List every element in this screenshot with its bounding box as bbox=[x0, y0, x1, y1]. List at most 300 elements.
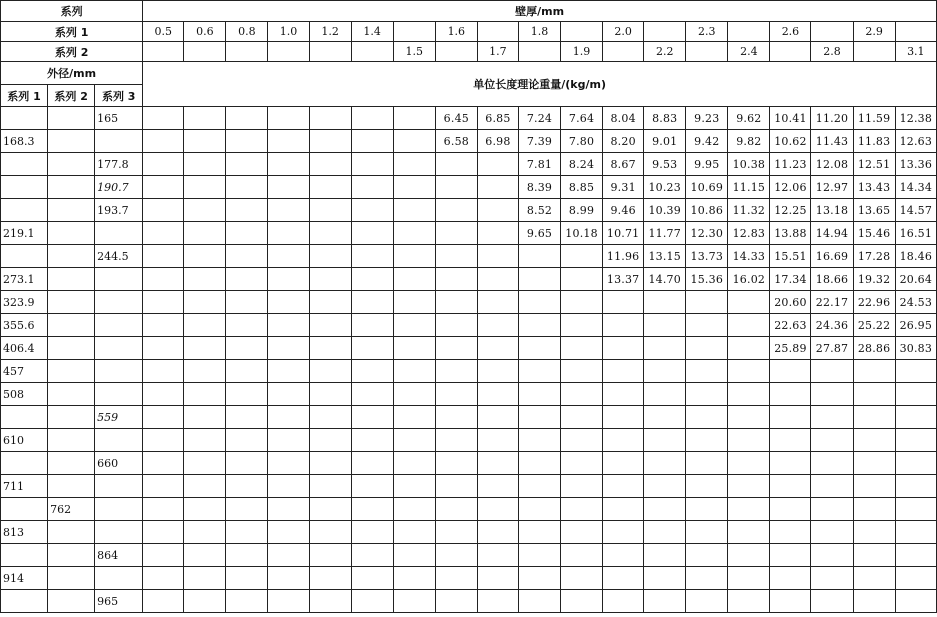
weight-cell bbox=[728, 360, 770, 383]
weight-cell: 14.34 bbox=[895, 176, 936, 199]
weight-cell bbox=[309, 314, 351, 337]
weight-cell: 13.65 bbox=[853, 199, 895, 222]
weight-cell: 10.39 bbox=[644, 199, 686, 222]
weight-cell bbox=[435, 452, 477, 475]
weight-cell: 12.83 bbox=[728, 222, 770, 245]
weight-cell bbox=[226, 107, 268, 130]
weight-cell bbox=[226, 452, 268, 475]
weight-cell: 19.32 bbox=[853, 268, 895, 291]
weight-cell: 24.36 bbox=[811, 314, 853, 337]
series-header: 系列 bbox=[1, 1, 143, 22]
weight-cell: 13.15 bbox=[644, 245, 686, 268]
od-series2-cell bbox=[48, 475, 95, 498]
weight-cell: 7.81 bbox=[518, 153, 560, 176]
weight-cell bbox=[393, 314, 435, 337]
weight-cell bbox=[184, 268, 226, 291]
od-series3-cell bbox=[95, 314, 143, 337]
weight-cell bbox=[770, 360, 811, 383]
weight-cell: 8.24 bbox=[561, 153, 603, 176]
weight-cell bbox=[309, 475, 351, 498]
series2-thickness-cell bbox=[770, 42, 811, 62]
weight-cell bbox=[143, 567, 184, 590]
weight-cell bbox=[268, 337, 309, 360]
weight-cell bbox=[351, 406, 393, 429]
weight-cell bbox=[393, 337, 435, 360]
weight-cell bbox=[393, 383, 435, 406]
od-series2-cell bbox=[48, 383, 95, 406]
weight-cell bbox=[686, 429, 728, 452]
od-series1-cell: 219.1 bbox=[1, 222, 48, 245]
od-series2-cell bbox=[48, 567, 95, 590]
weight-cell bbox=[686, 498, 728, 521]
weight-cell bbox=[518, 383, 560, 406]
weight-cell: 13.18 bbox=[811, 199, 853, 222]
weight-cell bbox=[561, 291, 603, 314]
weight-cell: 9.62 bbox=[728, 107, 770, 130]
series2-thickness-cell bbox=[435, 42, 477, 62]
weight-cell bbox=[477, 268, 518, 291]
od-series3-cell bbox=[95, 130, 143, 153]
weight-cell bbox=[561, 544, 603, 567]
weight-cell bbox=[393, 199, 435, 222]
series1-thickness-cell: 1.0 bbox=[268, 22, 309, 42]
weight-cell bbox=[728, 429, 770, 452]
weight-cell bbox=[770, 429, 811, 452]
weight-cell bbox=[477, 475, 518, 498]
weight-cell bbox=[226, 475, 268, 498]
weight-cell bbox=[184, 590, 226, 613]
weight-cell bbox=[477, 314, 518, 337]
weight-cell bbox=[895, 521, 936, 544]
weight-cell bbox=[644, 360, 686, 383]
weight-cell bbox=[561, 245, 603, 268]
weight-cell bbox=[435, 153, 477, 176]
weight-cell: 8.67 bbox=[603, 153, 644, 176]
weight-cell bbox=[226, 590, 268, 613]
weight-cell bbox=[603, 544, 644, 567]
weight-cell bbox=[351, 107, 393, 130]
table-row bbox=[1, 590, 937, 613]
weight-cell: 8.39 bbox=[518, 176, 560, 199]
od-series2-cell bbox=[48, 130, 95, 153]
weight-cell: 10.38 bbox=[728, 153, 770, 176]
weight-cell: 25.22 bbox=[853, 314, 895, 337]
od-series2-cell bbox=[48, 544, 95, 567]
weight-cell bbox=[393, 544, 435, 567]
weight-cell: 8.04 bbox=[603, 107, 644, 130]
weight-cell bbox=[309, 498, 351, 521]
weight-cell bbox=[728, 544, 770, 567]
series2-thickness-cell bbox=[226, 42, 268, 62]
series2-thickness-cell bbox=[351, 42, 393, 62]
series1-thickness-cell bbox=[561, 22, 603, 42]
weight-cell bbox=[686, 314, 728, 337]
weight-cell bbox=[351, 452, 393, 475]
weight-cell bbox=[603, 567, 644, 590]
weight-cell bbox=[435, 475, 477, 498]
weight-cell bbox=[268, 544, 309, 567]
weight-cell bbox=[811, 521, 853, 544]
od-series3-cell: 165 bbox=[95, 107, 143, 130]
weight-cell bbox=[268, 130, 309, 153]
weight-cell bbox=[143, 406, 184, 429]
weight-cell bbox=[477, 452, 518, 475]
weight-cell bbox=[770, 452, 811, 475]
series2-thickness-cell: 1.5 bbox=[393, 42, 435, 62]
weight-cell: 12.51 bbox=[853, 153, 895, 176]
weight-cell: 22.63 bbox=[770, 314, 811, 337]
weight-cell bbox=[770, 590, 811, 613]
table-row bbox=[1, 130, 937, 153]
weight-cell bbox=[351, 475, 393, 498]
weight-cell: 9.31 bbox=[603, 176, 644, 199]
od-series2-cell bbox=[48, 268, 95, 291]
weight-cell bbox=[268, 498, 309, 521]
weight-cell bbox=[184, 176, 226, 199]
weight-cell bbox=[435, 383, 477, 406]
od-label: 外径/mm bbox=[1, 62, 143, 85]
weight-cell bbox=[268, 383, 309, 406]
od-series1-cell bbox=[1, 452, 48, 475]
weight-cell: 9.46 bbox=[603, 199, 644, 222]
weight-cell: 14.33 bbox=[728, 245, 770, 268]
od-series3-cell: 177.8 bbox=[95, 153, 143, 176]
weight-cell: 7.80 bbox=[561, 130, 603, 153]
weight-cell bbox=[393, 268, 435, 291]
od-series2-cell bbox=[48, 452, 95, 475]
weight-cell bbox=[393, 521, 435, 544]
table-row bbox=[1, 567, 937, 590]
od-series2-cell bbox=[48, 590, 95, 613]
unit-weight-label: 单位长度理论重量/(kg/m) bbox=[143, 62, 937, 107]
weight-cell bbox=[686, 567, 728, 590]
weight-cell bbox=[435, 498, 477, 521]
weight-cell: 28.86 bbox=[853, 337, 895, 360]
weight-cell bbox=[435, 199, 477, 222]
series2-thickness-cell: 2.2 bbox=[644, 42, 686, 62]
weight-cell bbox=[644, 544, 686, 567]
weight-cell bbox=[184, 360, 226, 383]
weight-cell bbox=[226, 199, 268, 222]
weight-cell bbox=[770, 475, 811, 498]
series2-thickness-cell bbox=[686, 42, 728, 62]
weight-cell: 13.88 bbox=[770, 222, 811, 245]
weight-cell bbox=[184, 383, 226, 406]
od-series2-cell bbox=[48, 521, 95, 544]
weight-cell bbox=[811, 452, 853, 475]
od-series2-cell bbox=[48, 222, 95, 245]
weight-cell bbox=[853, 475, 895, 498]
weight-cell bbox=[351, 544, 393, 567]
weight-cell bbox=[518, 291, 560, 314]
weight-cell bbox=[477, 590, 518, 613]
weight-cell bbox=[895, 498, 936, 521]
table-row bbox=[1, 475, 937, 498]
weight-cell: 9.95 bbox=[686, 153, 728, 176]
weight-cell bbox=[686, 291, 728, 314]
weight-cell: 14.70 bbox=[644, 268, 686, 291]
weight-cell: 8.85 bbox=[561, 176, 603, 199]
weight-cell: 8.52 bbox=[518, 199, 560, 222]
weight-cell bbox=[603, 429, 644, 452]
weight-cell bbox=[226, 544, 268, 567]
weight-cell bbox=[603, 406, 644, 429]
weight-cell bbox=[143, 245, 184, 268]
weight-cell bbox=[853, 383, 895, 406]
weight-cell bbox=[644, 314, 686, 337]
weight-cell bbox=[435, 314, 477, 337]
weight-cell: 13.43 bbox=[853, 176, 895, 199]
weight-cell: 9.23 bbox=[686, 107, 728, 130]
weight-cell bbox=[561, 314, 603, 337]
weight-cell bbox=[268, 107, 309, 130]
weight-cell bbox=[561, 452, 603, 475]
weight-cell bbox=[351, 222, 393, 245]
weight-cell bbox=[811, 567, 853, 590]
od-series2-cell bbox=[48, 406, 95, 429]
weight-cell bbox=[603, 452, 644, 475]
table-row bbox=[1, 107, 937, 130]
od-series2-cell bbox=[48, 291, 95, 314]
weight-cell bbox=[393, 406, 435, 429]
table-row bbox=[1, 544, 937, 567]
weight-cell bbox=[309, 429, 351, 452]
weight-cell: 15.46 bbox=[853, 222, 895, 245]
weight-cell bbox=[477, 222, 518, 245]
weight-cell bbox=[477, 199, 518, 222]
od-series3-cell: 559 bbox=[95, 406, 143, 429]
od-series3-cell bbox=[95, 337, 143, 360]
od-series3-cell: 193.7 bbox=[95, 199, 143, 222]
weight-cell bbox=[184, 544, 226, 567]
weight-cell bbox=[811, 475, 853, 498]
od-series1-cell: 610 bbox=[1, 429, 48, 452]
weight-cell: 11.77 bbox=[644, 222, 686, 245]
od-series3-cell: 190.7 bbox=[95, 176, 143, 199]
weight-cell bbox=[226, 268, 268, 291]
weight-cell bbox=[143, 360, 184, 383]
weight-cell: 13.36 bbox=[895, 153, 936, 176]
weight-cell: 30.83 bbox=[895, 337, 936, 360]
weight-cell bbox=[143, 153, 184, 176]
weight-cell bbox=[268, 314, 309, 337]
weight-cell bbox=[309, 199, 351, 222]
weight-cell bbox=[477, 383, 518, 406]
weight-cell bbox=[770, 567, 811, 590]
table-row bbox=[1, 360, 937, 383]
weight-cell bbox=[393, 130, 435, 153]
weight-cell: 10.71 bbox=[603, 222, 644, 245]
weight-cell bbox=[226, 245, 268, 268]
weight-cell bbox=[143, 291, 184, 314]
series1-thickness-cell bbox=[728, 22, 770, 42]
od-series3-cell bbox=[95, 498, 143, 521]
weight-cell bbox=[435, 291, 477, 314]
series1-thickness-cell bbox=[811, 22, 853, 42]
weight-cell bbox=[728, 314, 770, 337]
series1-thickness-row bbox=[1, 22, 937, 42]
weight-cell bbox=[895, 360, 936, 383]
weight-cell: 20.60 bbox=[770, 291, 811, 314]
table-row bbox=[1, 429, 937, 452]
od-series2-cell bbox=[48, 360, 95, 383]
weight-cell bbox=[477, 544, 518, 567]
od-series2-cell bbox=[48, 176, 95, 199]
weight-cell bbox=[603, 498, 644, 521]
weight-cell bbox=[393, 567, 435, 590]
series1-thickness-cell: 0.5 bbox=[143, 22, 184, 42]
weight-cell bbox=[644, 429, 686, 452]
weight-cell bbox=[393, 245, 435, 268]
weight-cell bbox=[309, 291, 351, 314]
weight-cell bbox=[143, 337, 184, 360]
od-series1-cell bbox=[1, 199, 48, 222]
weight-cell bbox=[435, 245, 477, 268]
weight-cell: 22.17 bbox=[811, 291, 853, 314]
weight-cell: 11.20 bbox=[811, 107, 853, 130]
weight-cell bbox=[853, 429, 895, 452]
weight-cell bbox=[561, 475, 603, 498]
series1-thickness-cell: 1.2 bbox=[309, 22, 351, 42]
weight-cell bbox=[226, 291, 268, 314]
table-row bbox=[1, 245, 937, 268]
weight-cell bbox=[143, 429, 184, 452]
weight-cell bbox=[435, 590, 477, 613]
weight-cell bbox=[728, 567, 770, 590]
od-series1-cell: 273.1 bbox=[1, 268, 48, 291]
weight-cell: 7.64 bbox=[561, 107, 603, 130]
od-series2-cell bbox=[48, 199, 95, 222]
series2-thickness-cell: 1.7 bbox=[477, 42, 518, 62]
weight-cell: 26.95 bbox=[895, 314, 936, 337]
weight-cell bbox=[518, 475, 560, 498]
od-series2-cell: 762 bbox=[48, 498, 95, 521]
weight-cell bbox=[309, 521, 351, 544]
weight-cell bbox=[393, 452, 435, 475]
series2-thickness-cell: 3.1 bbox=[895, 42, 936, 62]
series2-thickness-cell bbox=[143, 42, 184, 62]
weight-cell: 9.01 bbox=[644, 130, 686, 153]
weight-cell bbox=[393, 360, 435, 383]
weight-cell bbox=[686, 475, 728, 498]
od-series3-cell bbox=[95, 360, 143, 383]
weight-cell bbox=[644, 291, 686, 314]
od-series1-cell bbox=[1, 107, 48, 130]
weight-cell bbox=[853, 590, 895, 613]
od-series3-cell bbox=[95, 383, 143, 406]
weight-cell bbox=[895, 590, 936, 613]
table-row bbox=[1, 406, 937, 429]
weight-cell bbox=[143, 544, 184, 567]
weight-cell: 11.23 bbox=[770, 153, 811, 176]
table-row bbox=[1, 498, 937, 521]
weight-cell bbox=[811, 590, 853, 613]
weight-cell bbox=[477, 176, 518, 199]
weight-cell bbox=[268, 429, 309, 452]
weight-cell bbox=[728, 498, 770, 521]
weight-cell bbox=[143, 107, 184, 130]
weight-cell bbox=[226, 222, 268, 245]
weight-cell bbox=[351, 153, 393, 176]
table-row bbox=[1, 291, 937, 314]
weight-cell bbox=[184, 245, 226, 268]
weight-cell bbox=[143, 130, 184, 153]
od-series1-cell bbox=[1, 153, 48, 176]
weight-cell bbox=[435, 429, 477, 452]
weight-cell bbox=[143, 176, 184, 199]
series2-thickness-row bbox=[1, 42, 937, 62]
series1-thickness-cell bbox=[644, 22, 686, 42]
weight-cell bbox=[853, 567, 895, 590]
weight-cell bbox=[393, 429, 435, 452]
weight-cell bbox=[226, 130, 268, 153]
weight-cell bbox=[603, 291, 644, 314]
weight-cell bbox=[143, 452, 184, 475]
weight-cell bbox=[184, 498, 226, 521]
weight-cell: 9.65 bbox=[518, 222, 560, 245]
weight-cell bbox=[686, 383, 728, 406]
weight-cell bbox=[728, 383, 770, 406]
weight-cell bbox=[435, 176, 477, 199]
weight-cell: 7.39 bbox=[518, 130, 560, 153]
weight-cell bbox=[686, 452, 728, 475]
weight-cell bbox=[393, 498, 435, 521]
weight-cell bbox=[686, 590, 728, 613]
weight-cell bbox=[268, 245, 309, 268]
weight-cell bbox=[268, 590, 309, 613]
weight-cell bbox=[518, 567, 560, 590]
weight-cell: 8.99 bbox=[561, 199, 603, 222]
weight-cell bbox=[770, 383, 811, 406]
weight-cell bbox=[811, 429, 853, 452]
od-series3-cell bbox=[95, 521, 143, 544]
weight-cell bbox=[268, 406, 309, 429]
weight-cell bbox=[728, 406, 770, 429]
weight-cell bbox=[226, 176, 268, 199]
weight-cell bbox=[477, 521, 518, 544]
table-row bbox=[1, 199, 937, 222]
series1-thickness-cell: 0.6 bbox=[184, 22, 226, 42]
weight-cell bbox=[143, 475, 184, 498]
od-series2-label: 系列 2 bbox=[48, 85, 95, 107]
weight-cell bbox=[853, 452, 895, 475]
weight-cell bbox=[226, 383, 268, 406]
weight-cell: 11.43 bbox=[811, 130, 853, 153]
weight-cell bbox=[561, 268, 603, 291]
od-series1-cell bbox=[1, 176, 48, 199]
weight-cell: 16.51 bbox=[895, 222, 936, 245]
weight-cell bbox=[770, 406, 811, 429]
weight-cell bbox=[518, 452, 560, 475]
weight-cell bbox=[226, 521, 268, 544]
series2-thickness-cell bbox=[603, 42, 644, 62]
weight-cell bbox=[644, 406, 686, 429]
weight-cell bbox=[268, 176, 309, 199]
weight-cell bbox=[561, 590, 603, 613]
weight-cell: 18.46 bbox=[895, 245, 936, 268]
weight-cell bbox=[184, 314, 226, 337]
weight-cell bbox=[561, 521, 603, 544]
weight-cell: 10.23 bbox=[644, 176, 686, 199]
weight-cell bbox=[143, 498, 184, 521]
series2-label: 系列 2 bbox=[1, 42, 143, 62]
weight-cell bbox=[351, 176, 393, 199]
weight-cell bbox=[477, 291, 518, 314]
weight-cell bbox=[268, 199, 309, 222]
weight-cell bbox=[728, 291, 770, 314]
weight-cell: 13.73 bbox=[686, 245, 728, 268]
weight-cell bbox=[895, 475, 936, 498]
